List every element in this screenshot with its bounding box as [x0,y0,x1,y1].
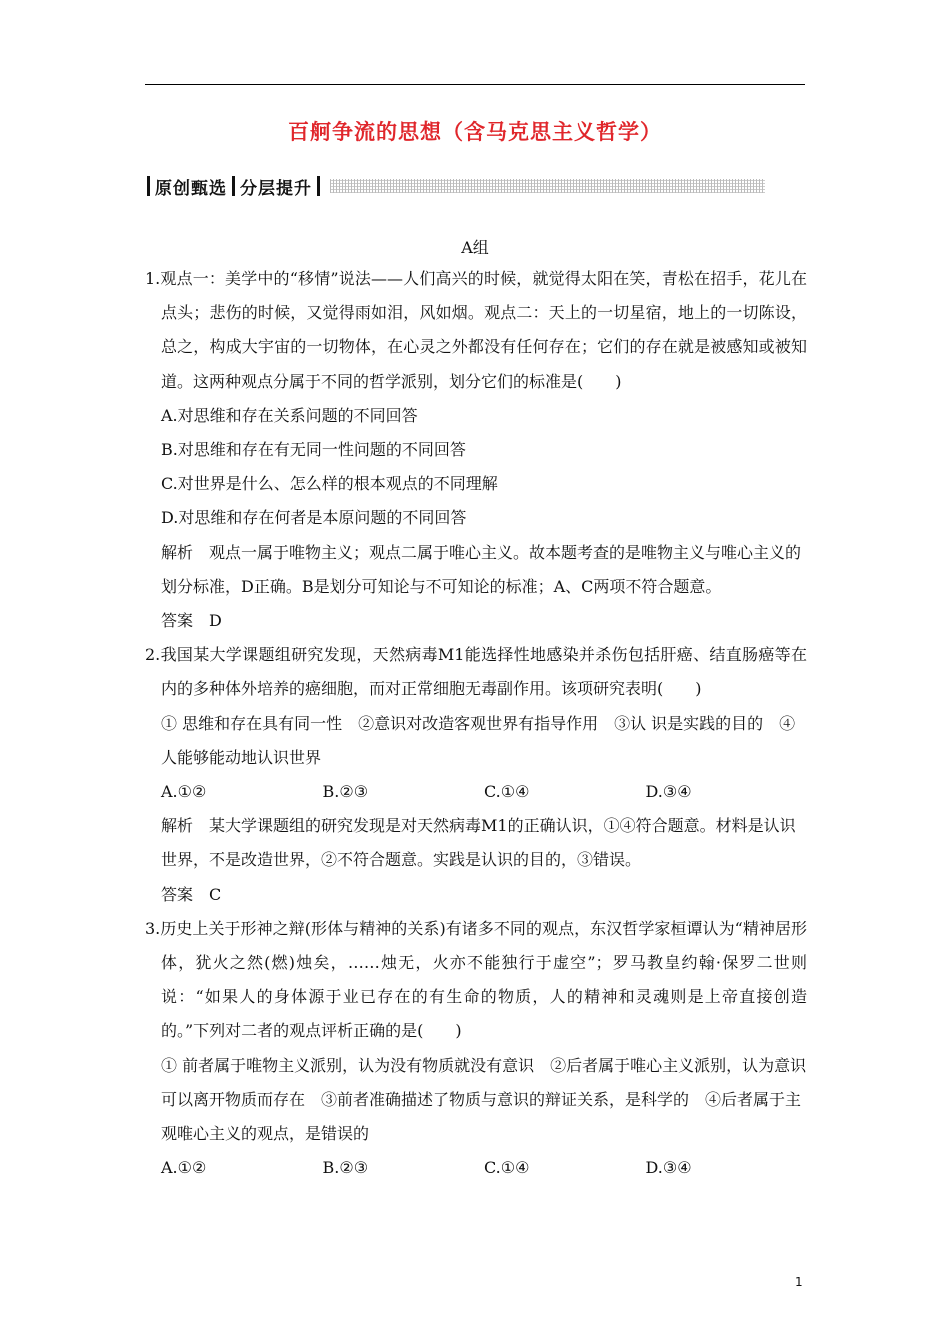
answer-label: 答案 [161,611,194,631]
section-banner [145,175,765,197]
banner-left-label: 原创甄选 [155,178,227,199]
option-c: C.①④ [484,782,530,802]
group-heading: A组 [461,238,489,257]
answer-label: 答案 [161,884,194,904]
option-b: B.②③ [322,1158,369,1178]
analysis-label: 解析 [161,816,194,836]
page-number: 1 [795,1275,803,1289]
banner-hatch-pattern [330,179,765,193]
banner-divider [232,176,235,196]
answer-value: D [209,611,222,631]
statement-list: ① 思维和存在具有同一性 ②意识对改造客观世界有指导作用 ③认 识是实践的目的 ④人能够能动地认识世界 [161,713,796,767]
question-2 [145,638,807,912]
option-d: D.对思维和存在何者是本原问题的不同回答 [161,508,467,528]
question-3 [145,912,807,1186]
question-stem: 1.观点一：美学中的“移情”说法——人们高兴的时候，就觉得太阳在笑，青松在招手，花儿在点头；悲伤的时候，又觉得雨如泪，风如烟。观点二：天上的一切星宿，地上的一切陈设，总之，构成大宇宙的一切物体，在心灵之外都没有任何存在；它们的存在就是被感知或被知道。这两种观点分属于不同的哲学派别，划分它们的标准是( ) [145,269,807,391]
statement-list: ① 前者属于唯物主义派别，认为没有物质就没有意识 ②后者属于唯心主义派别，认为意识可以离开物质而存在 ③前者准确描述了物质与意识的辩证关系，是科学的 ④后者属于主观唯心主义的观点，是错误的 [161,1055,807,1144]
analysis [145,809,807,877]
option-b: B.②③ [322,782,369,802]
header-rule [145,84,805,85]
analysis-label: 解析 [161,542,194,562]
answer-value: C [209,884,222,904]
option-d: D.③④ [645,782,692,802]
option-a: A.①② [161,1158,207,1178]
analysis [145,536,807,604]
option-row [145,1151,807,1185]
question-stem: 3.历史上关于形神之辩(形体与精神的关系)有诸多不同的观点，东汉哲学家桓谭认为“精神居形体，犹火之然(燃)烛矣，……烛无，火亦不能独行于虚空”；罗马教皇约翰·保罗二世则说：“如果人的身体源于业已存在的有生命的物质，人的精神和灵魂则是上帝直接创造的。”下列对二者的观点评析正确的是( ) [145,918,807,1041]
option-c: C.对世界是什么、怎么样的根本观点的不同理解 [161,474,498,494]
option-a: A.对思维和存在关系问题的不同回答 [161,405,418,425]
option-c: C.①④ [484,1158,530,1178]
option-d: D.③④ [645,1158,692,1178]
question-stem: 2.我国某大学课题组研究发现，天然病毒M1能选择性地感染并杀伤包括肝癌、结直肠癌等在内的多种体外培养的癌细胞，而对正常细胞无毒副作用。该项研究表明( ) [145,645,807,699]
banner-divider [147,176,150,196]
page-title: 百舸争流的思想（含马克思主义哲学） [288,120,662,144]
analysis-text: 观点一属于唯物主义；观点二属于唯心主义。故本题考查的是唯物主义与唯心主义的划分标准，D正确。B是划分可知论与不可知论的标准；A、C两项不符合题意。 [161,542,802,596]
banner-divider [317,176,320,196]
answer [145,878,807,912]
option-row [145,775,807,809]
banner-right-label: 分层提升 [240,178,312,199]
question-1 [145,262,807,638]
option-a: A.①② [161,782,207,802]
answer [145,604,807,638]
analysis-text: 某大学课题组的研究发现是对天然病毒M1的正确认识，①④符合题意。材料是认识世界，不是改造世界，②不符合题意。实践是认识的目的，③错误。 [161,816,796,870]
question-list [145,262,807,1185]
option-b: B.对思维和存在有无同一性问题的不同回答 [161,440,466,460]
